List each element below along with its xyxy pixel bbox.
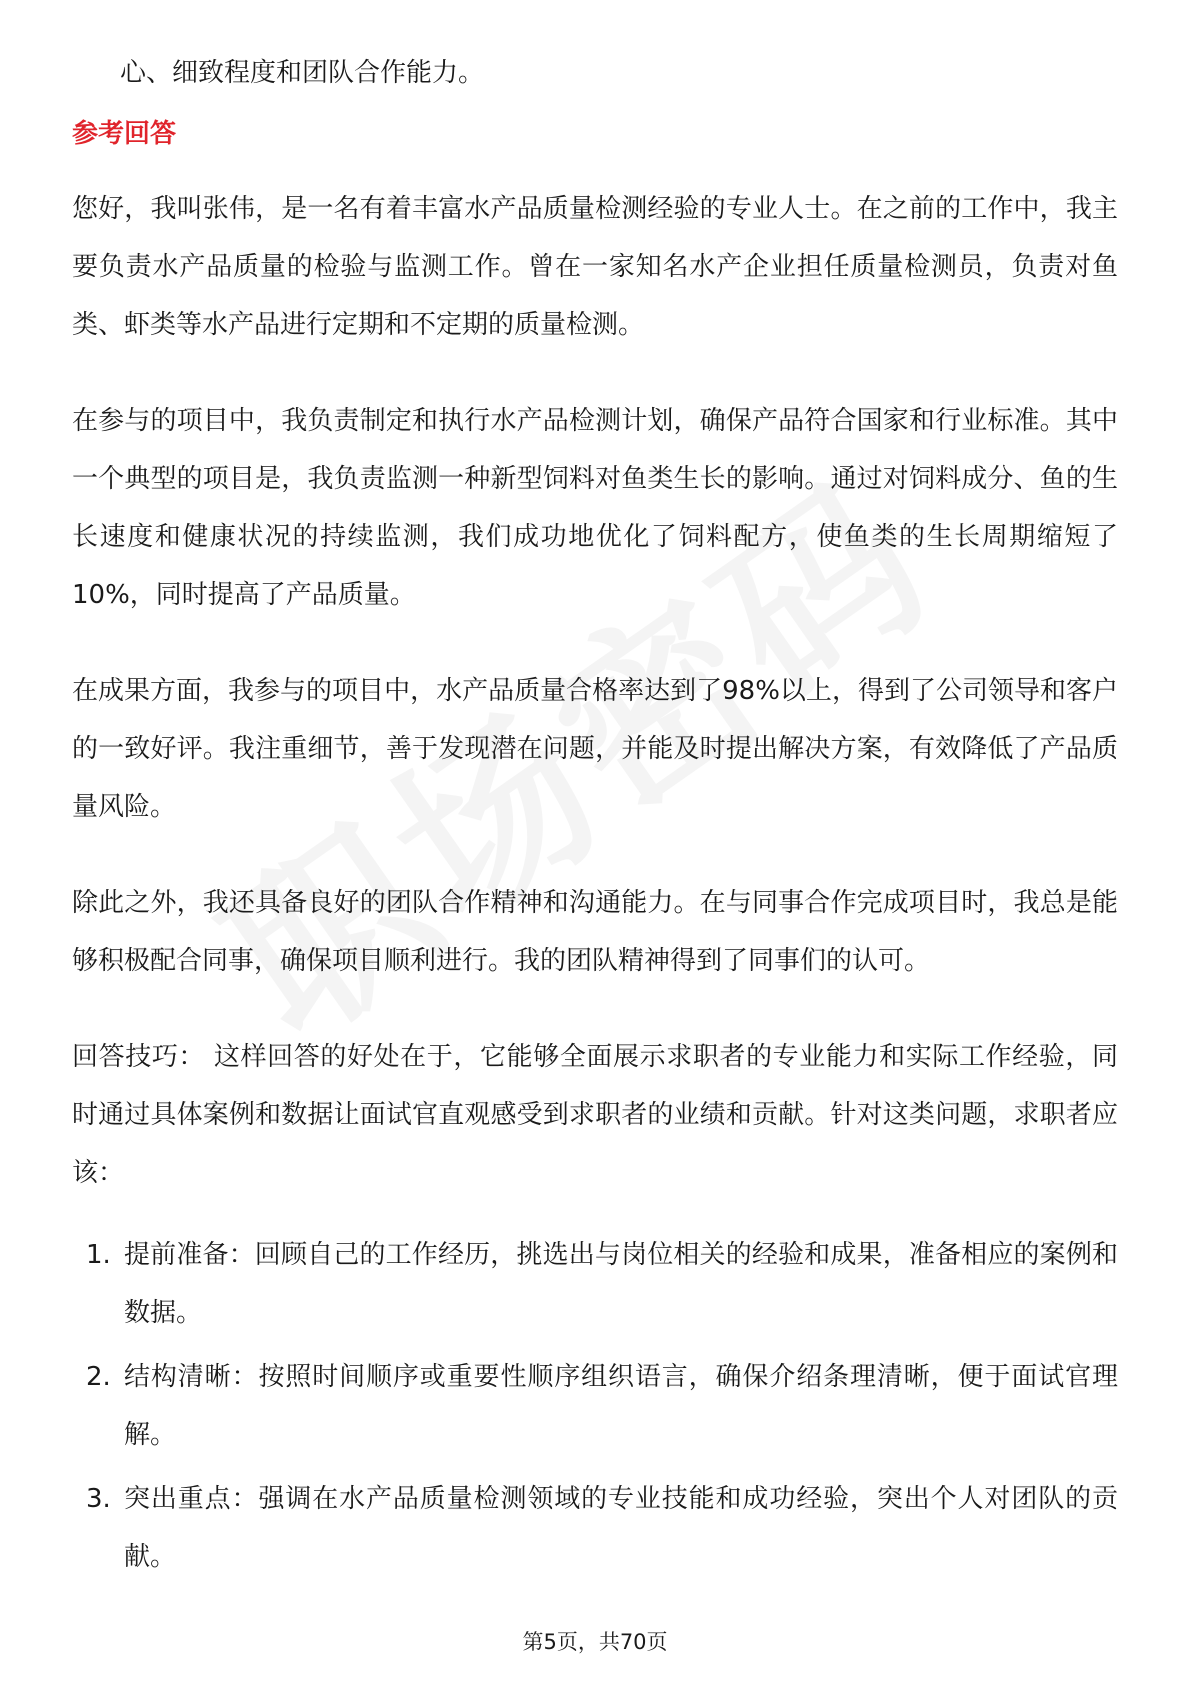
- list-item: [72, 1348, 1118, 1464]
- paragraph-results: 在成果方面，我参与的项目中，水产品质量合格率达到了98%以上，得到了公司领导和客户的一致好评。我注重细节，善于发现潜在问题，并能及时提出解决方案，有效降低了产品质量风险。: [72, 676, 1118, 822]
- answer-tips: 回答技巧： 这样回答的好处在于，它能够全面展示求职者的专业能力和实际工作经验，同时通过具体案例和数据让面试官直观感受到求职者的业绩和贡献。针对这类问题，求职者应该：: [72, 1042, 1118, 1188]
- list-item-number: 1.: [86, 1240, 111, 1270]
- paragraph-intro: 您好，我叫张伟，是一名有着丰富水产品质量检测经验的专业人士。在之前的工作中，我主要负责水产品质量的检验与监测工作。曾在一家知名水产企业担任质量检测员，负责对鱼类、虾类等水产品进行定期和不定期的质量检测。: [72, 194, 1118, 340]
- list-item-text: 结构清晰：按照时间顺序或重要性顺序组织语言，确保介绍条理清晰，便于面试官理解。: [124, 1362, 1118, 1450]
- page-number: 第5页，共70页: [522, 1630, 668, 1654]
- list-item-text: 突出重点：强调在水产品质量检测领域的专业技能和成功经验，突出个人对团队的贡献。: [124, 1484, 1118, 1572]
- paragraph-project: 在参与的项目中，我负责制定和执行水产品检测计划，确保产品符合国家和行业标准。其中一个典型的项目是，我负责监测一种新型饲料对鱼类生长的影响。通过对饲料成分、鱼的生长速度和健康状况的持续监测，我们成功地优化了饲料配方，使鱼类的生长周期缩短了10%，同时提高了产品质量。: [72, 406, 1118, 610]
- tips-list: [72, 1226, 1118, 1586]
- list-item-number: 2.: [86, 1362, 111, 1392]
- continuation-line: 心、细致程度和团队合作能力。: [120, 58, 485, 88]
- list-item: [72, 1226, 1118, 1342]
- paragraph-teamwork: 除此之外，我还具备良好的团队合作精神和沟通能力。在与同事合作完成项目时，我总是能够积极配合同事，确保项目顺利进行。我的团队精神得到了同事们的认可。: [72, 888, 1118, 976]
- list-item: [72, 1470, 1118, 1586]
- document-page: [72, 44, 1118, 1592]
- list-item-number: 3.: [86, 1484, 111, 1514]
- list-item-text: 提前准备：回顾自己的工作经历，挑选出与岗位相关的经验和成果，准备相应的案例和数据。: [124, 1240, 1118, 1328]
- section-heading: 参考回答: [72, 119, 177, 149]
